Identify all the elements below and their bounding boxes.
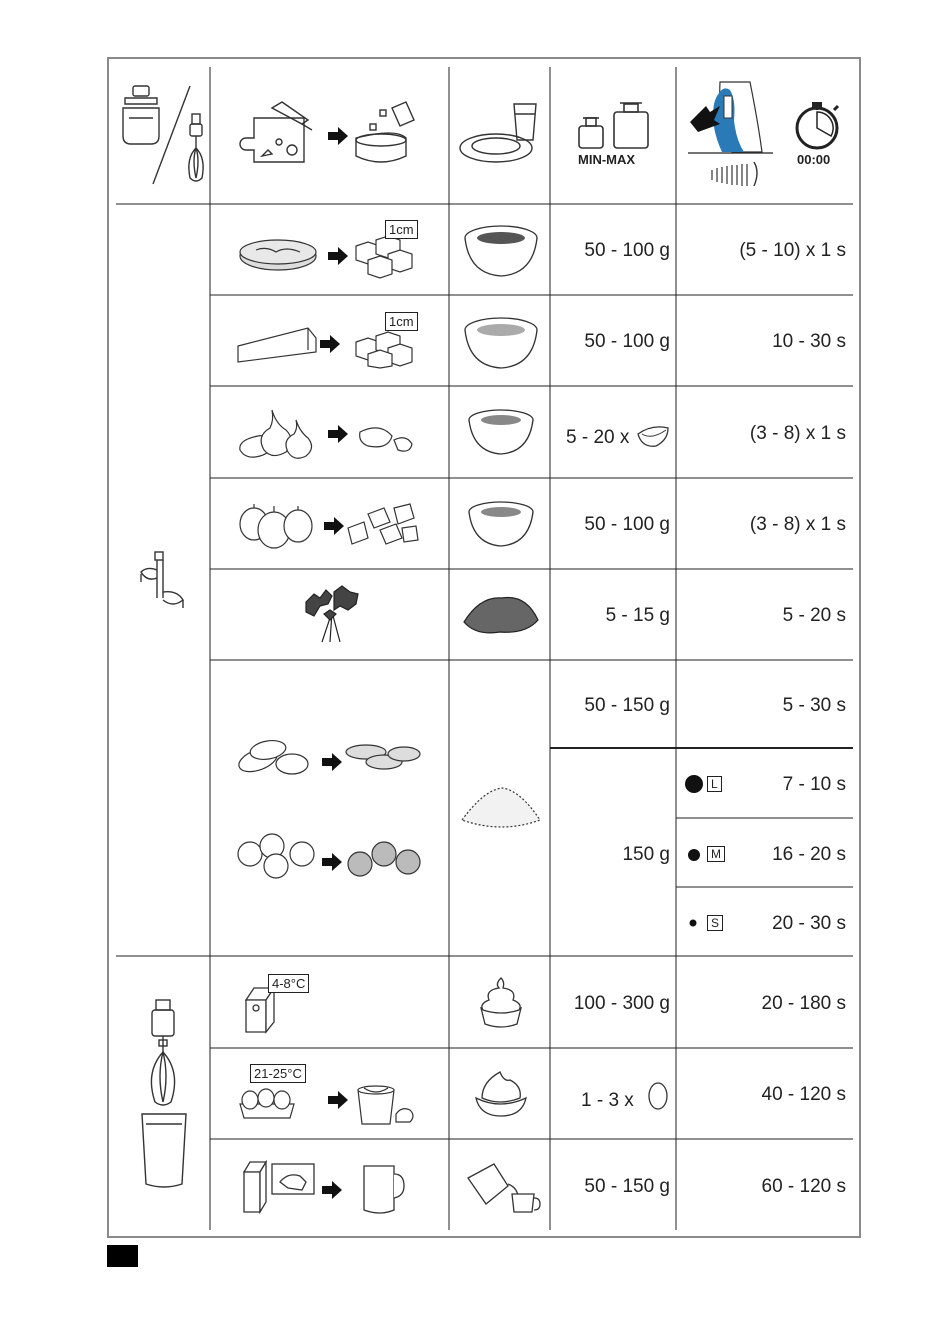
quantity-cell: 100 - 300 g: [573, 993, 670, 1014]
time-cell: 20 - 30 s: [772, 913, 846, 934]
time-cell: 20 - 180 s: [761, 993, 846, 1014]
quantity-cell: 50 - 150 g: [584, 1176, 670, 1197]
chopping-board-icon: [232, 98, 422, 170]
temperature-label: 4-8°C: [268, 974, 309, 993]
bowl-grated-cheese-icon: [462, 314, 540, 370]
time-cell: 5 - 30 s: [782, 695, 846, 716]
milk-carton-icon: [240, 1158, 410, 1216]
quantity-cell: 50 - 150 g: [584, 695, 670, 716]
temperature-label: 21-25°C: [250, 1064, 306, 1083]
bowl-minced-garlic-icon: [465, 406, 537, 458]
whipped-cream-icon: [475, 974, 527, 1030]
quantity-cell: 1 - 3 x: [581, 1090, 634, 1111]
weight-range-label: MIN-MAX: [578, 152, 636, 167]
bowl-chopped-meat-icon: [462, 222, 540, 278]
time-cell: (3 - 8) x 1 s: [749, 423, 846, 444]
time-cell: (3 - 8) x 1 s: [749, 514, 846, 535]
speed-S-label: S: [707, 915, 723, 931]
chopped-herbs-icon: [460, 592, 542, 636]
size-label: 1cm: [385, 312, 418, 331]
time-cell: 7 - 10 s: [782, 774, 846, 795]
quantity-cell: 150 g: [622, 844, 670, 865]
egg-icon: [647, 1079, 669, 1111]
speed-L-label: L: [707, 776, 722, 792]
size-label: 1cm: [385, 220, 418, 239]
parsley-icon: [300, 584, 362, 644]
whisk-and-beaker-icon: [136, 996, 192, 1192]
speed-dot-medium-icon: [686, 847, 702, 863]
quantity-cell: 50 - 100 g: [584, 331, 670, 352]
turbo-button-icon: [686, 76, 776, 194]
plate-and-glass-icon: [456, 100, 544, 168]
time-cell: (5 - 10) x 1 s: [739, 240, 846, 261]
quantity-cell: 5 - 15 g: [605, 605, 670, 626]
quantity-cell: 50 - 100 g: [584, 240, 670, 261]
time-cell: 10 - 30 s: [772, 331, 846, 352]
garlic-icon: [236, 406, 426, 462]
time-cell: 40 - 120 s: [761, 1084, 846, 1105]
garlic-clove-icon: [636, 424, 670, 452]
stopwatch-icon: [790, 98, 844, 152]
beaten-eggs-icon: [472, 1068, 530, 1124]
milk-pouring-icon: [462, 1158, 542, 1216]
page-language-marker: [107, 1245, 138, 1267]
time-cell: 60 - 120 s: [761, 1176, 846, 1197]
quantity-cell: 5 - 20 x: [566, 427, 630, 448]
time-cell: 16 - 20 s: [772, 844, 846, 865]
speed-dot-large-icon: [684, 774, 704, 794]
onion-icon: [236, 498, 426, 554]
bowl-diced-onion-icon: [465, 498, 537, 550]
timer-label: 00:00: [797, 152, 831, 167]
chopper-blade-icon: [135, 550, 187, 612]
speed-M-label: M: [707, 846, 725, 862]
ground-powder-icon: [460, 784, 542, 830]
speed-dot-small-icon: [688, 918, 698, 928]
time-cell: 5 - 20 s: [782, 605, 846, 626]
quantity-cell: 50 - 100 g: [584, 514, 670, 535]
weights-icon: [574, 98, 654, 154]
chopper-and-whisk-icon: [115, 78, 207, 186]
nuts-icon: [236, 736, 426, 886]
